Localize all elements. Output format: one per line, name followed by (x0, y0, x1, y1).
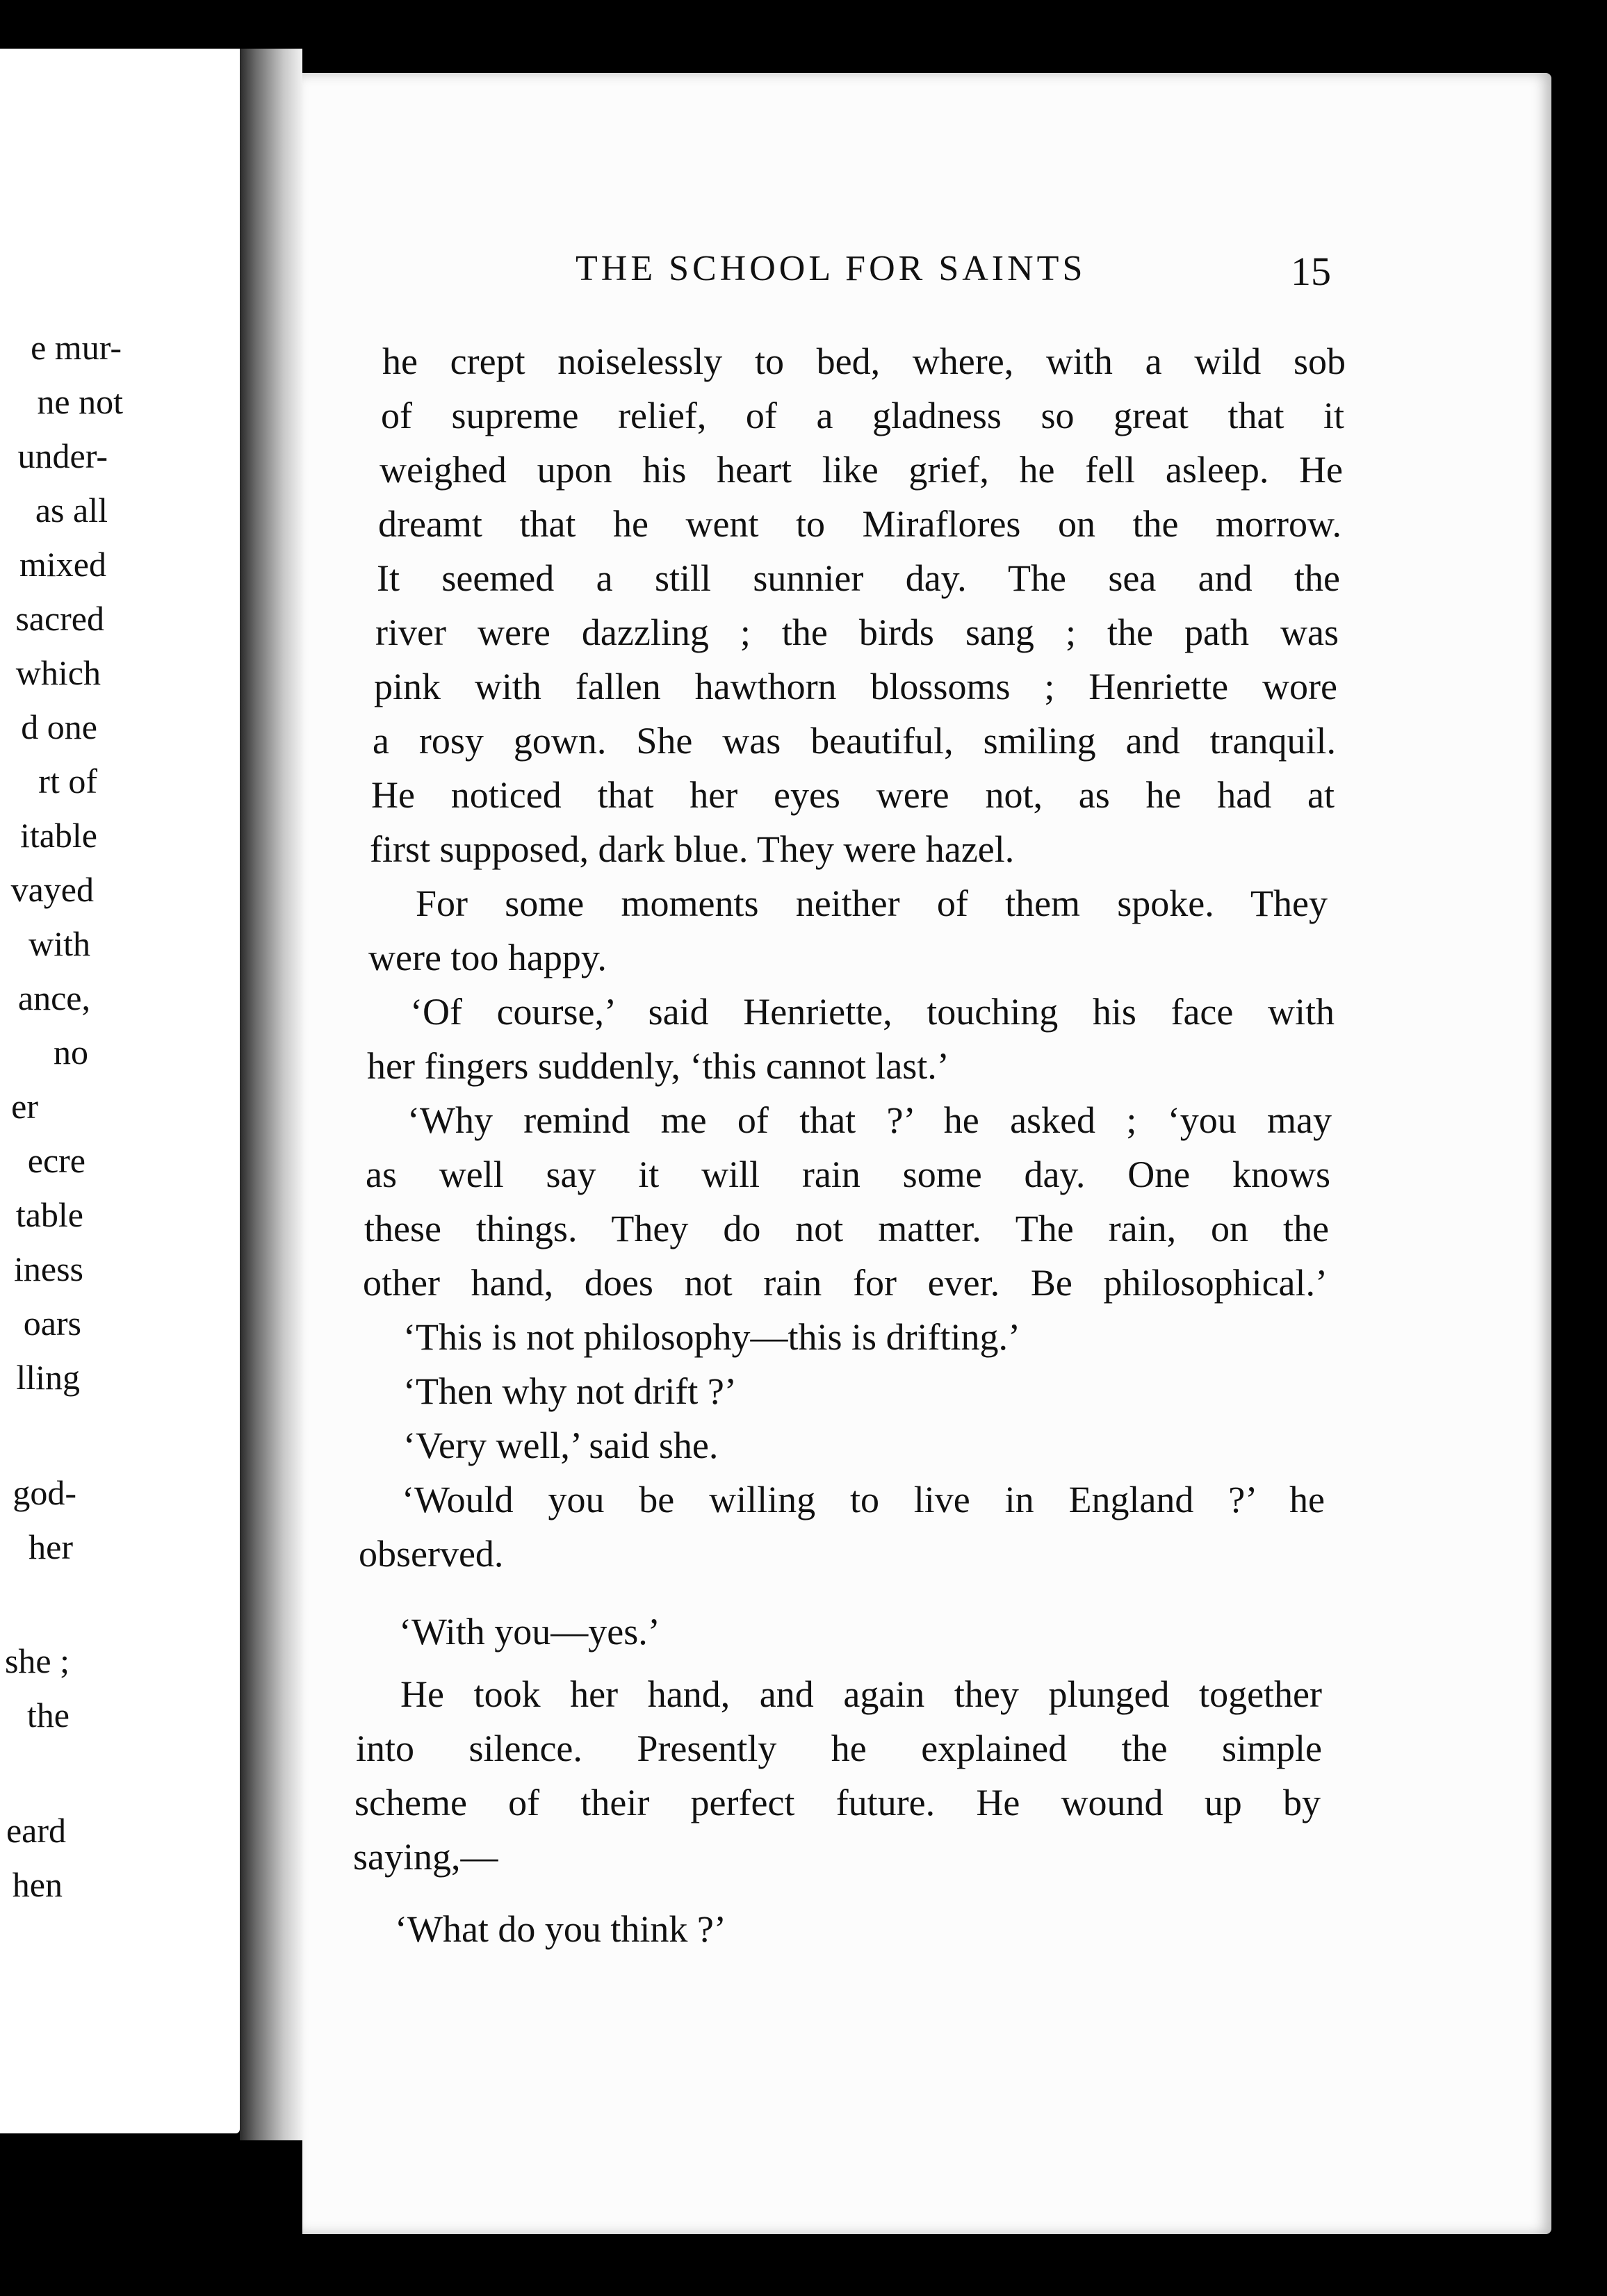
text-line: ‘What do you think ?’ (395, 1908, 726, 1950)
text-line: of supreme relief, of a gladness so great that it (381, 395, 1344, 436)
left-page-text: hen (12, 1865, 63, 1904)
text-line: It seemed a still sunnier day. The sea and the (377, 557, 1340, 599)
text-line: ‘Why remind me of that ?’ he asked ; ‘you may (407, 1099, 1332, 1141)
left-page-text: lling (16, 1358, 80, 1397)
left-page-text: vayed (10, 870, 94, 909)
page-number: 15 (1291, 249, 1331, 294)
text-line: he crept noiselessly to bed, where, with a wild sob (382, 341, 1346, 382)
left-page-text: d one (21, 707, 97, 746)
text-line: as well say it will rain some day. One knows (366, 1154, 1330, 1195)
text-line: were too happy. (368, 937, 607, 978)
book-gutter-shadow (240, 49, 302, 2140)
left-page-text: rt of (38, 762, 97, 801)
left-page-text: the (26, 1696, 70, 1735)
left-page-text: iness (14, 1249, 83, 1288)
text-line: pink with fallen hawthorn blossoms ; Henriette wore (374, 666, 1337, 707)
left-page-text: under- (17, 436, 108, 475)
left-page-text: mixed (19, 545, 106, 584)
text-line: ‘This is not philosophy—this is drifting.’ (403, 1316, 1021, 1358)
text-line: these things. They do not matter. The rain, on the (364, 1208, 1329, 1249)
previous-page-edge (0, 49, 240, 2133)
running-head: THE SCHOOL FOR SAINTS (576, 249, 1086, 288)
text-line: other hand, does not rain for ever. Be philosophical.’ (363, 1262, 1328, 1304)
text-line: He took her hand, and again they plunged together (400, 1673, 1322, 1715)
left-page-text: eard (6, 1811, 66, 1850)
left-page-text: itable (19, 816, 97, 855)
left-page-text: god- (13, 1473, 76, 1512)
left-page-text: with (28, 924, 90, 963)
left-page-text: table (15, 1195, 83, 1234)
scan-border (1551, 0, 1607, 2296)
text-line: into silence. Presently he explained the simple (356, 1728, 1322, 1769)
left-page-text: which (15, 653, 101, 692)
left-page-text: she ; (4, 1641, 70, 1680)
text-line: For some moments neither of them spoke. They (416, 883, 1328, 924)
left-page-text: her (28, 1527, 73, 1566)
left-page-text: ne not (37, 382, 123, 421)
left-page-text: ecre (27, 1141, 85, 1180)
text-line: a rosy gown. She was beautiful, smiling and tranquil. (373, 720, 1336, 762)
left-page-text: e mur- (31, 328, 122, 367)
left-page-text: oars (23, 1304, 81, 1343)
text-line: saying,— (353, 1836, 498, 1878)
text-line: ‘Very well,’ said she. (403, 1425, 719, 1466)
text-line: weighed upon his heart like grief, he fell asleep. He (380, 449, 1343, 491)
text-line: first supposed, dark blue. They were hazel. (370, 828, 1015, 870)
left-page-text: as all (35, 491, 108, 530)
left-page-text: er (11, 1087, 38, 1126)
text-line: ‘Of course,’ said Henriette, touching his face with (410, 991, 1335, 1033)
text-line: ‘With you—yes.’ (399, 1611, 660, 1653)
text-line: ‘Then why not drift ?’ (403, 1370, 737, 1412)
text-line: her fingers suddenly, ‘this cannot last.’ (367, 1045, 949, 1087)
left-page-text: no (54, 1033, 88, 1072)
text-line: He noticed that her eyes were not, as he had at (371, 774, 1335, 816)
text-line: scheme of their perfect future. He wound up by (354, 1782, 1321, 1823)
left-page-text: ance, (17, 978, 90, 1017)
text-line: river were dazzling ; the birds sang ; the path was (375, 612, 1339, 653)
text-line: observed. (359, 1533, 504, 1575)
text-line: dreamt that he went to Miraflores on the morrow. (378, 503, 1341, 545)
left-page-text: sacred (15, 599, 104, 638)
text-line: ‘Would you be willing to live in England ?’ he (402, 1479, 1325, 1520)
